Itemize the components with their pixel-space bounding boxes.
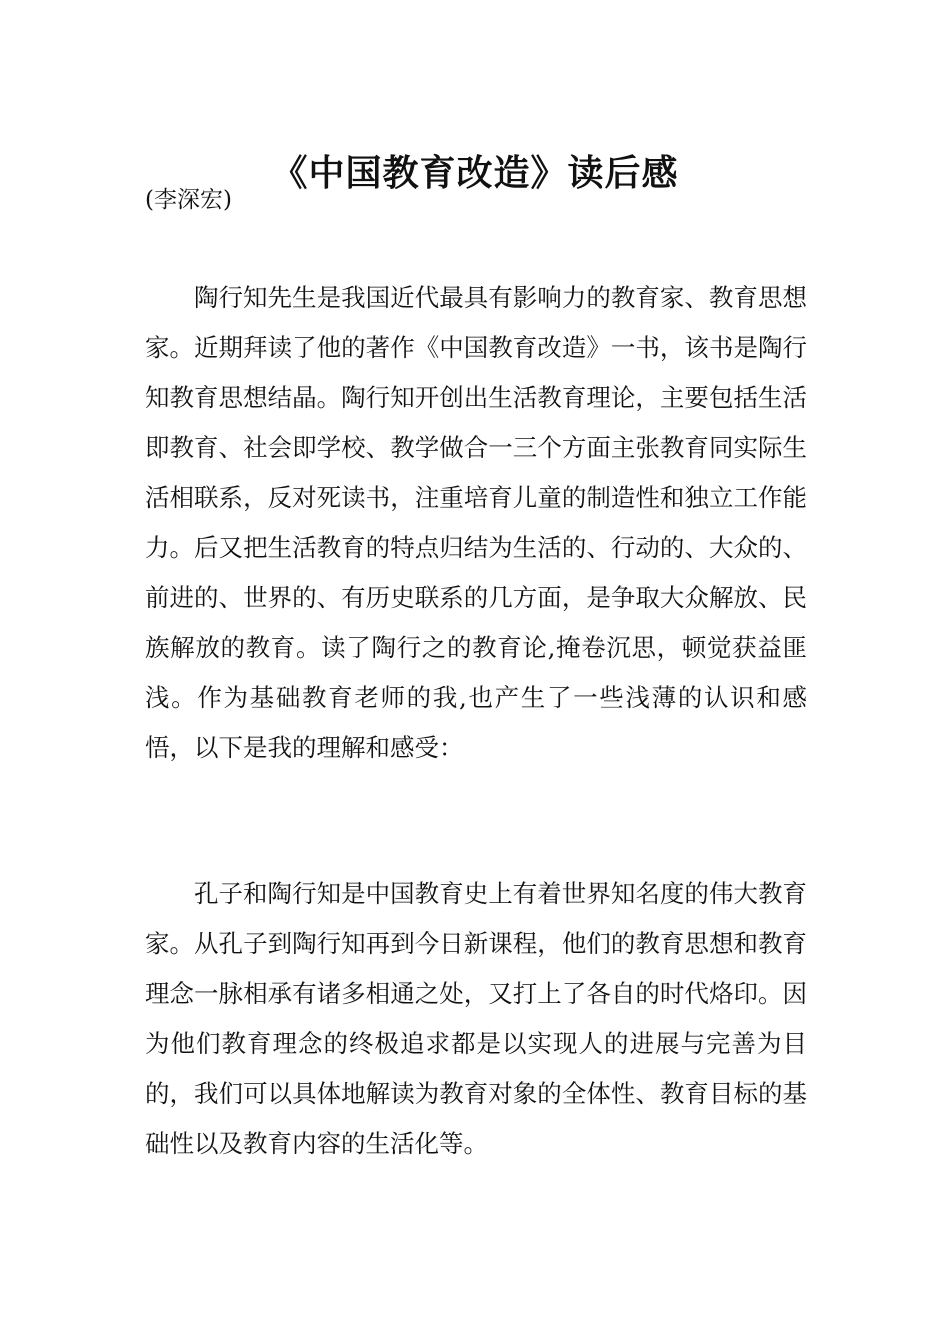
author-line: (李深宏) [145, 187, 232, 213]
document-title: 《中国教育改造》读后感 [271, 153, 679, 195]
paragraph-1: 陶行知先生是我国近代最具有影响力的教育家、教育思想家。近期拜读了他的著作《中国教育改造》一书，该书是陶行知教育思想结晶。陶行知开创出生活教育理论，主要包括生活即教育、社会即学校、教学做合一三个方面主张教育同实际生活相联系，反对死读书，注重培育儿童的制造性和独立工作能力。后又把生活教育的特点归结为生活的、行动的、大众的、前进的、世界的、有历史联系的几方面，是争取大众解放、民族解放的教育。读了陶行之的教育论,掩卷沉思，顿觉获益匪浅。作为基础教育老师的我,也产生了一些浅薄的认识和感悟，以下是我的理解和感受： [145, 283, 807, 762]
paragraph-2: 孔子和陶行知是中国教育史上有着世界知名度的伟大教育家。从孔子到陶行知再到今日新课程，他们的教育思想和教育理念一脉相承有诸多相通之处，又打上了各自的时代烙印。因为他们教育理念的终极追求都是以实现人的进展与完善为目的，我们可以具体地解读为教育对象的全体性、教育目标的基础性以及教育内容的生活化等。 [145, 879, 807, 1158]
